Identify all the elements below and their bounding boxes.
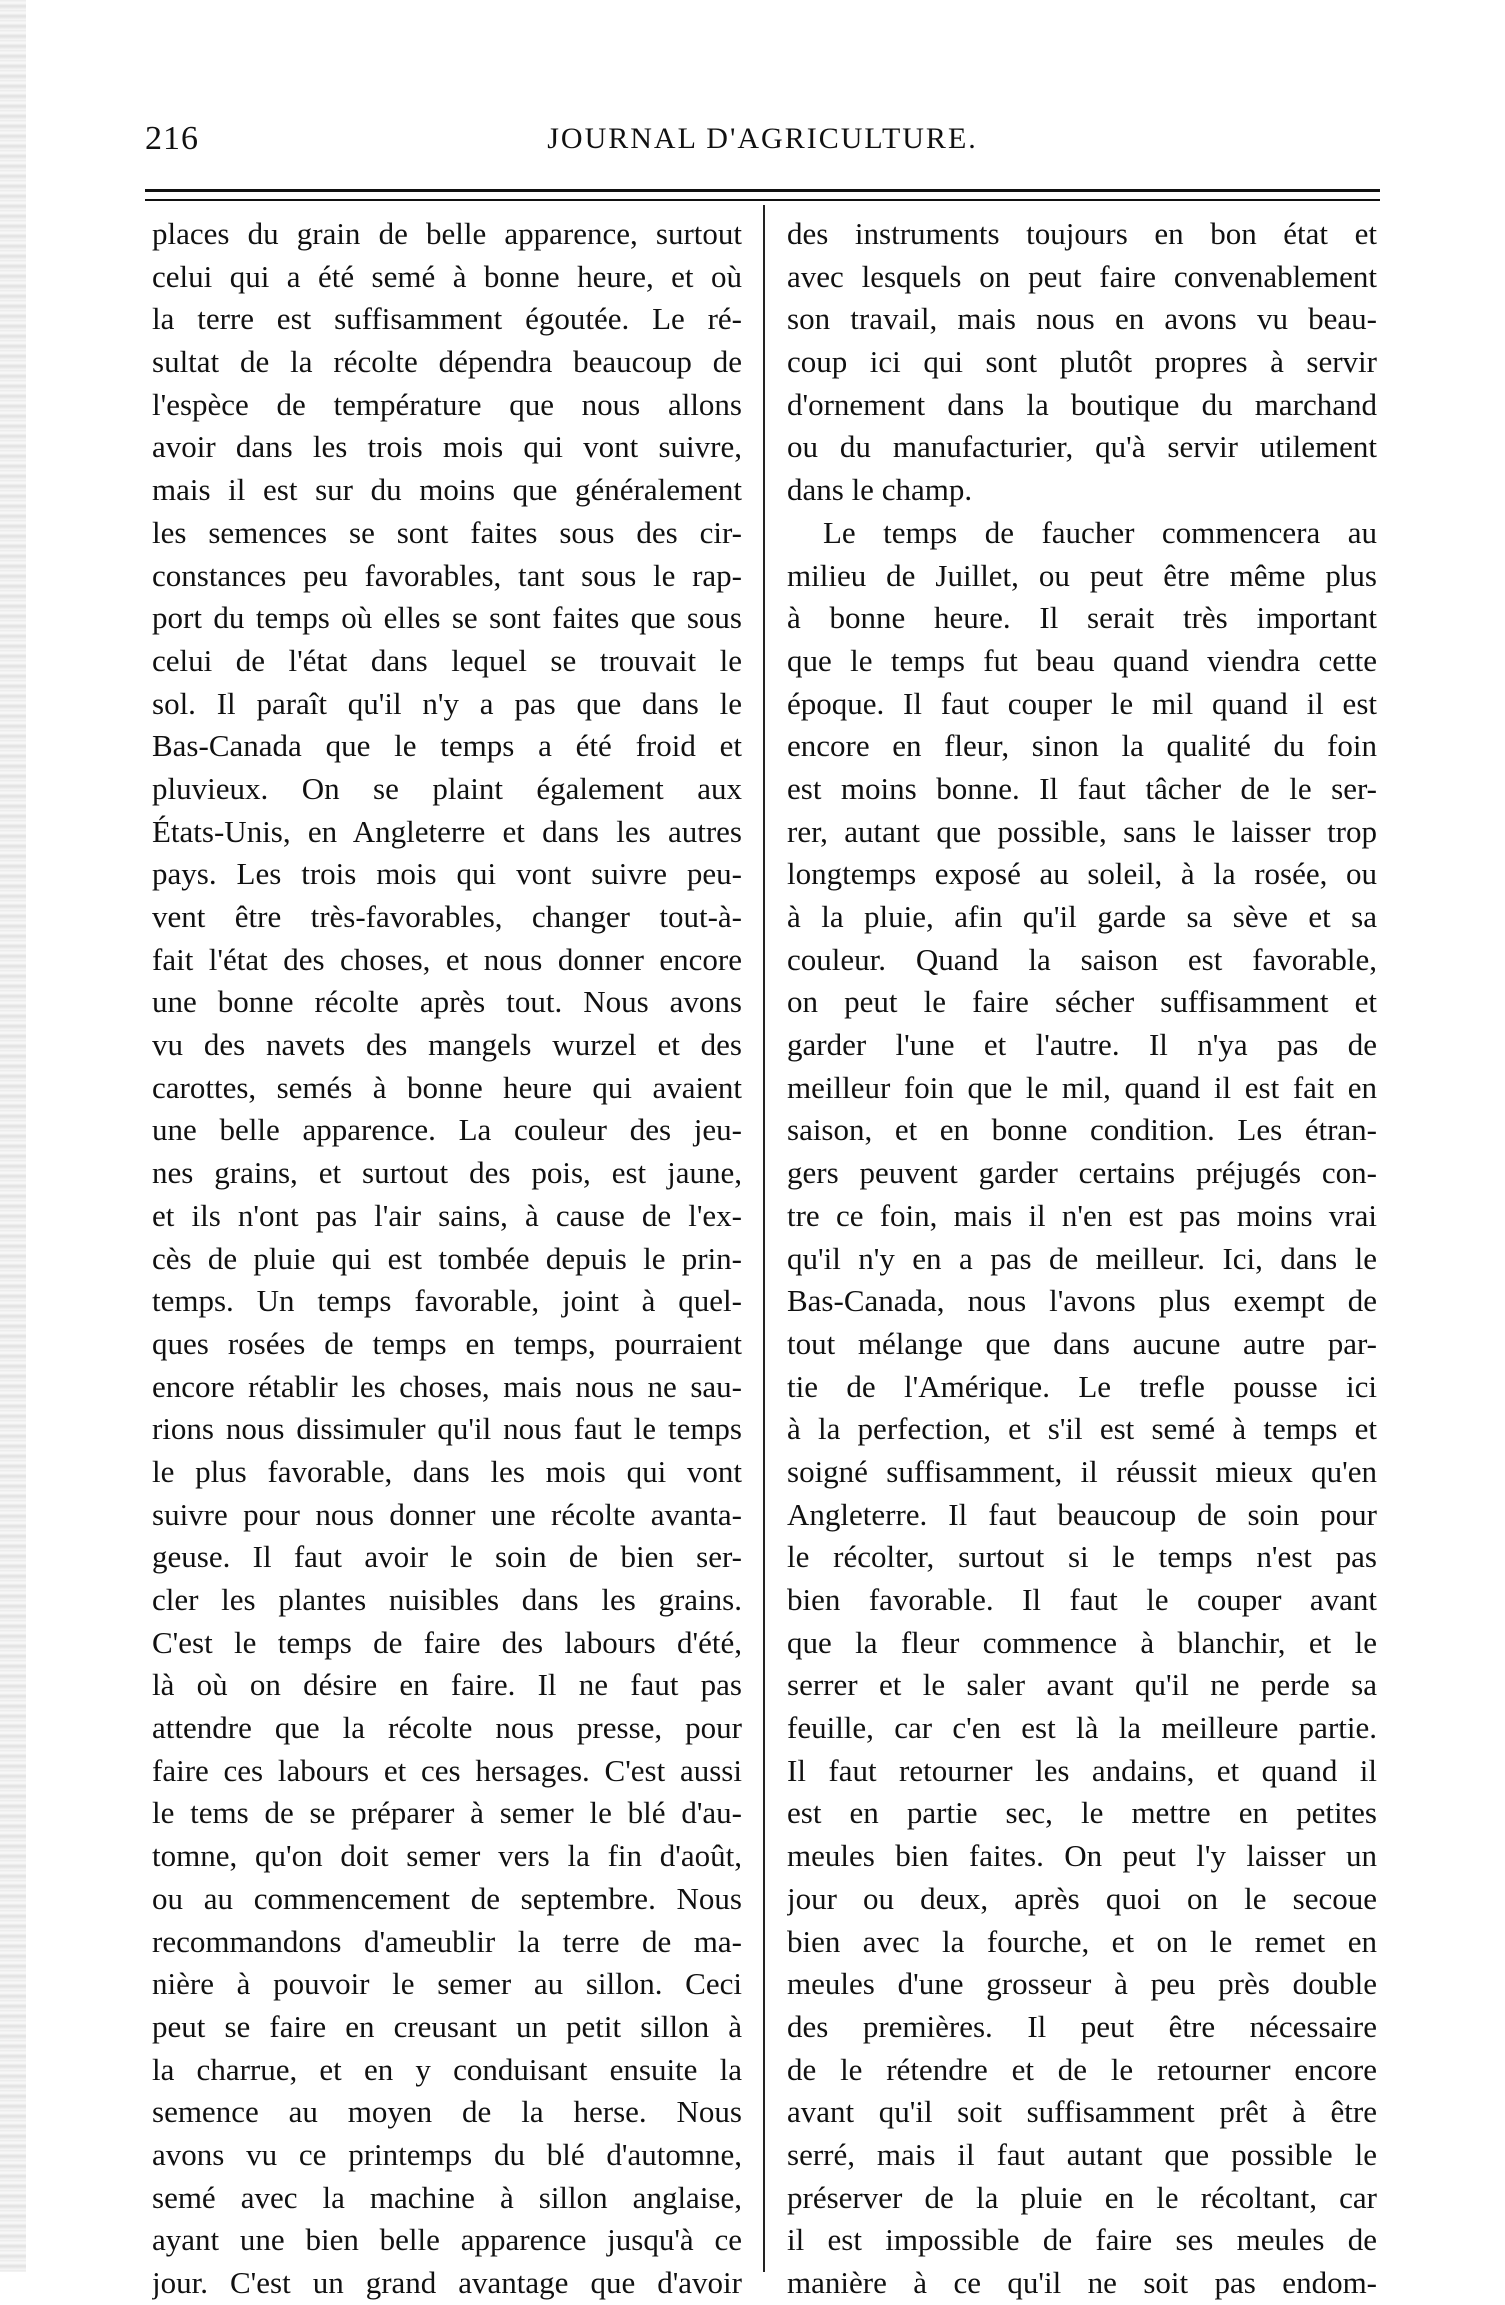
text-line: bien favorable. Il faut le couper avant [787, 1582, 1377, 1617]
text-line: celui qui a été semé à bonne heure, et où [152, 258, 742, 294]
text-line: est moins bonne. Il faut tâcher de le ser- [787, 770, 1377, 806]
running-title: JOURNAL D'AGRICULTURE. [547, 122, 978, 155]
text-line: garder l'une et l'autre. Il n'ya pas de [787, 1027, 1377, 1063]
text-line: préserver de la pluie en le récoltant, car [787, 2179, 1377, 2215]
text-line: et ils n'ont pas l'air sains, à cause de l'ex- [152, 1197, 742, 1233]
text-line: rer, autant que possible, sans le laisser trop [787, 813, 1377, 849]
text-line: des premières. Il peut être nécessaire [787, 2008, 1377, 2044]
text-line: feuille, car c'en est là la meilleure partie. [787, 1710, 1377, 1746]
text-line: nes grains, et surtout des pois, est jaune, [152, 1155, 742, 1191]
text-line: suivre pour nous donner une récolte avanta- [152, 1496, 742, 1532]
text-line: recommandons d'ameublir la terre de ma- [152, 1923, 742, 1959]
text-line: constances peu favorables, tant sous le rap- [152, 557, 742, 593]
text-line: des instruments toujours en bon état et [787, 216, 1377, 251]
text-line: pluvieux. On se plaint également aux [152, 770, 742, 806]
text-line: longtemps exposé au soleil, à la rosée, ou [787, 856, 1377, 892]
text-line: attendre que la récolte nous presse, pour [152, 1710, 742, 1746]
text-line: meilleur foin que le mil, quand il est fait en [787, 1069, 1377, 1105]
text-line: places du grain de belle apparence, surtout [152, 216, 742, 251]
text-line: encore rétablir les choses, mais nous ne sau- [152, 1368, 742, 1404]
text-line: jour ou deux, après quoi on le secoue [787, 1880, 1377, 1916]
header-rule-thick [145, 189, 1380, 192]
text-line: époque. Il faut couper le mil quand il est [787, 685, 1377, 721]
text-line: là où on désire en faire. Il ne faut pas [152, 1667, 742, 1703]
text-line: manière à ce qu'il ne soit pas endom- [787, 2265, 1377, 2300]
text-line: geuse. Il faut avoir le soin de bien ser- [152, 1539, 742, 1575]
text-line: semence au moyen de la herse. Nous [152, 2094, 742, 2130]
text-line: à la pluie, afin qu'il garde sa sève et sa [787, 899, 1377, 934]
text-line: Angleterre. Il faut beaucoup de soin pour [787, 1496, 1377, 1532]
text-line: mais il est sur du moins que généralement [152, 472, 742, 508]
text-line: pays. Les trois mois qui vont suivre peu- [152, 856, 742, 892]
text-line: l'espèce de température que nous allons [152, 386, 742, 422]
text-line: avons vu ce printemps du blé d'automne, [152, 2136, 742, 2172]
text-line: gers peuvent garder certains préjugés con- [787, 1155, 1377, 1191]
text-line: dans le champ. [787, 472, 973, 508]
left-column [152, 213, 742, 2305]
text-line: tomne, qu'on doit semer vers la fin d'août, [152, 1838, 742, 1874]
text-line: que le temps fut beau quand viendra cette [787, 642, 1377, 678]
text-line: ou du manufacturier, qu'à servir utilement [787, 429, 1377, 465]
text-line: une belle apparence. La couleur des jeu- [152, 1112, 742, 1148]
text-line: fait l'état des choses, et nous donner encore [152, 941, 742, 977]
text-line: couleur. Quand la saison est favorable, [787, 941, 1377, 977]
text-line: temps. Un temps favorable, joint à quel- [152, 1283, 742, 1319]
text-line: serré, mais il faut autant que possible le [787, 2136, 1377, 2172]
text-line: la charrue, et en y conduisant ensuite la [152, 2051, 742, 2087]
text-line: nière à pouvoir le semer au sillon. Ceci [152, 1966, 742, 2002]
text-line: son travail, mais nous en avons vu beau- [787, 301, 1377, 337]
text-line: coup ici qui sont plutôt propres à servir [787, 344, 1377, 380]
text-line: ayant une bien belle apparence jusqu'à ce [152, 2222, 742, 2258]
text-line: de le rétendre et de le retourner encore [787, 2051, 1377, 2087]
text-line: semé avec la machine à sillon anglaise, [152, 2179, 742, 2215]
text-line: Bas-Canada, nous l'avons plus exempt de [787, 1283, 1377, 1319]
text-line: ques rosées de temps en temps, pourraient [152, 1325, 742, 1361]
text-line: celui de l'état dans lequel se trouvait le [152, 642, 742, 678]
text-line: port du temps où elles se sont faites que sous [152, 600, 742, 636]
text-line: vent être très-favorables, changer tout-à- [152, 899, 742, 934]
text-line: la terre est suffisamment égoutée. Le ré- [152, 301, 742, 337]
text-line: cès de pluie qui est tombée depuis le prin- [152, 1240, 742, 1276]
text-line: sol. Il paraît qu'il n'y a pas que dans le [152, 685, 742, 721]
text-line: jour. C'est un grand avantage que d'avoir [152, 2265, 742, 2300]
text-line: C'est le temps de faire des labours d'été, [152, 1624, 742, 1660]
text-line: soigné suffisamment, il réussit mieux qu'en [787, 1453, 1377, 1489]
text-line: tie de l'Amérique. Le trefle pousse ici [787, 1368, 1377, 1404]
page-header [145, 120, 1380, 180]
text-line: avant qu'il soit suffisamment prêt à être [787, 2094, 1377, 2130]
text-line: États-Unis, en Angleterre et dans les autres [152, 813, 742, 849]
column-divider [763, 205, 765, 2272]
text-line: Il faut retourner les andains, et quand il [787, 1752, 1377, 1788]
text-line: que la fleur commence à blanchir, et le [787, 1624, 1377, 1660]
text-line: cler les plantes nuisibles dans les grains. [152, 1582, 742, 1617]
text-line: le récolter, surtout si le temps n'est pas [787, 1539, 1377, 1575]
text-line: est en partie sec, le mettre en petites [787, 1795, 1377, 1831]
text-line: rions nous dissimuler qu'il nous faut le temps [152, 1411, 742, 1447]
text-line: on peut le faire sécher suffisamment et [787, 984, 1377, 1020]
text-line: à la perfection, et s'il est semé à temps et [787, 1411, 1377, 1447]
text-line: Bas-Canada que le temps a été froid et [152, 728, 742, 764]
text-line: faire ces labours et ces hersages. C'est aussi [152, 1752, 742, 1788]
text-line: meules bien faites. On peut l'y laisser un [787, 1838, 1377, 1874]
text-line: serrer et le saler avant qu'il ne perde sa [787, 1667, 1377, 1703]
header-rule-thin [145, 199, 1380, 201]
text-line: vu des navets des mangels wurzel et des [152, 1027, 742, 1063]
text-line: bien avec la fourche, et on le remet en [787, 1923, 1377, 1959]
text-line: le plus favorable, dans les mois qui vont [152, 1453, 742, 1489]
text-line: carottes, semés à bonne heure qui avaient [152, 1069, 742, 1105]
text-line: avoir dans les trois mois qui vont suivre, [152, 429, 742, 465]
text-line: sultat de la récolte dépendra beaucoup de [152, 344, 742, 380]
text-line: une bonne récolte après tout. Nous avons [152, 984, 742, 1020]
scan-edge [0, 0, 26, 2272]
right-column [787, 213, 1377, 2305]
text-line: il est impossible de faire ses meules de [787, 2222, 1377, 2258]
text-line: milieu de Juillet, ou peut être même plus [787, 557, 1377, 593]
text-line: les semences se sont faites sous des cir- [152, 514, 742, 550]
text-line: à bonne heure. Il serait très important [787, 600, 1377, 636]
text-line: qu'il n'y en a pas de meilleur. Ici, dans le [787, 1240, 1377, 1276]
text-line: d'ornement dans la boutique du marchand [787, 386, 1377, 422]
text-line: encore en fleur, sinon la qualité du foin [787, 728, 1377, 764]
text-line: peut se faire en creusant un petit sillon à [152, 2008, 742, 2044]
text-line: meules d'une grosseur à peu près double [787, 1966, 1377, 2002]
text-line: Le temps de faucher commencera au [823, 514, 1377, 550]
text-line: le tems de se préparer à semer le blé d'au- [152, 1795, 742, 1831]
text-line: avec lesquels on peut faire convenablement [787, 258, 1377, 294]
text-line: tre ce foin, mais il n'en est pas moins vrai [787, 1197, 1377, 1233]
text-line: tout mélange que dans aucune autre par- [787, 1325, 1377, 1361]
page-number: 216 [145, 120, 199, 157]
text-line: saison, et en bonne condition. Les étran- [787, 1112, 1377, 1148]
text-line: ou au commencement de septembre. Nous [152, 1880, 742, 1916]
